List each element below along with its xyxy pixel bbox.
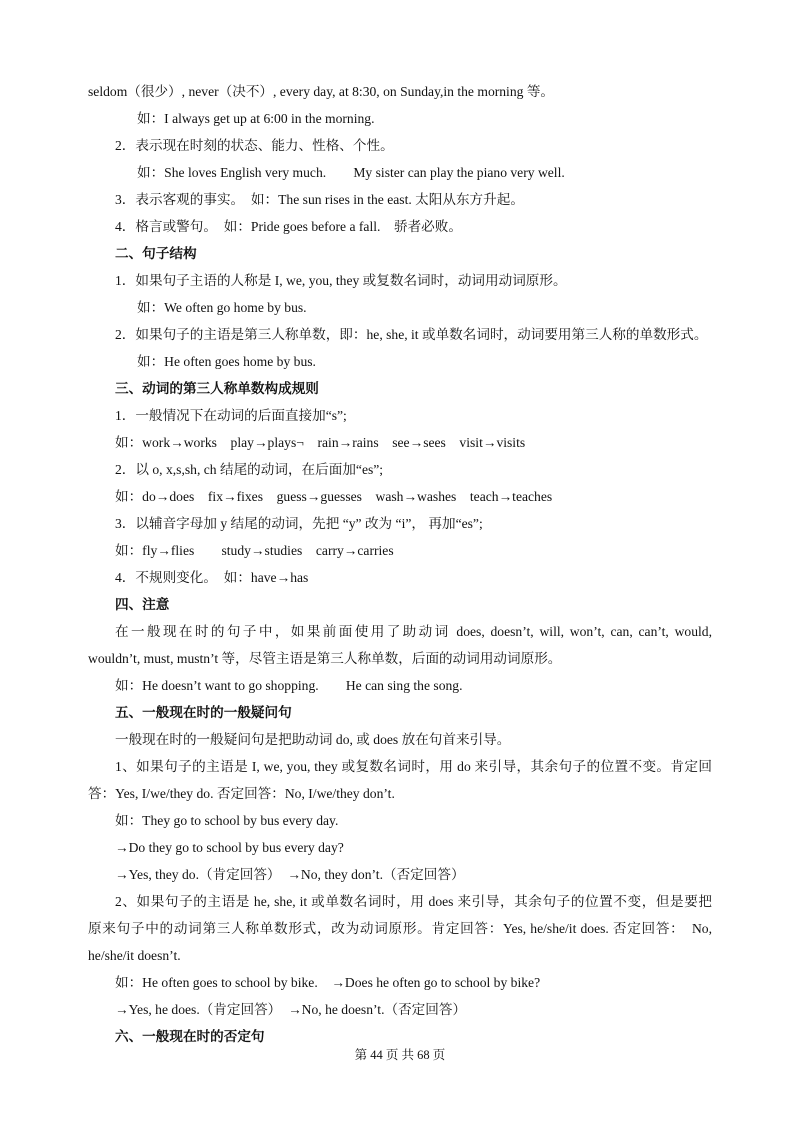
text-line: →Do they go to school by bus every day? [115,840,344,855]
text-line: 如：He often goes to school by bike. →Does he often go to school by bike? [115,975,541,990]
text-line: 4．格言或警句。 如：Pride goes before a fall. 骄者必败。 [115,219,462,234]
text-line: 4．不规则变化。 如：have→has [115,570,309,585]
text-line: 如：do→does fix→fixes guess→guesses wash→washes teach→teaches [115,489,553,504]
text-line: 如：She loves English very much. My sister can play the piano very well. [137,165,565,180]
section-heading: 三、动词的第三人称单数构成规则 [115,381,319,396]
text-line: 如：They go to school by bus every day. [115,813,339,828]
text-line: 2．如果句子的主语是第三人称单数，即：he, she, it 或单数名词时，动词要用第三人称的单数形式。 [115,327,708,342]
text-line: →Yes, they do.（肯定回答） →No, they don’t.（否定回答） [115,867,465,882]
text-line: 2、如果句子的主语是 he, she, it 或单数名词时，用 does 来引导，其余句子的位置不变，但是要把 [115,894,712,909]
text-line: 2．表示现在时刻的状态、能力、性格、个性。 [115,138,394,153]
text-line: seldom（很少）, never（决不）, every day, at 8:30, on Sunday,in the morning 等。 [88,84,555,99]
text-line: 2．以 o, x,s,sh, ch 结尾的动词，在后面加“es”; [115,462,384,477]
text-line: 一般现在时的一般疑问句是把助动词 do, 或 does 放在句首来引导。 [115,732,511,747]
text-line: 1、如果句子的主语是 I, we, you, they 或复数名词时，用 do 来引导，其余句子的位置不变。肯定回 [115,759,712,774]
text-line: 1．如果句子主语的人称是 I, we, you, they 或复数名词时，动词用动词原形。 [115,273,567,288]
text-line: 在一般现在时的句子中，如果前面使用了助动词 does, doesn’t, will, won’t, can, can’t, would, [115,624,712,639]
text-line: 如：He doesn’t want to go shopping. He can sing the song. [115,678,463,693]
text-line: 答：Yes, I/we/they do. 否定回答：No, I/we/they don’t. [88,786,395,801]
text-line: he/she/it doesn’t. [88,948,181,963]
section-heading: 二、句子结构 [115,246,197,261]
text-line: 1．一般情况下在动词的后面直接加“s”; [115,408,347,423]
text-line: 如：fly→flies study→studies carry→carries [115,543,394,558]
text-line: 如：I always get up at 6:00 in the morning. [137,111,375,126]
text-line: 如：work→works play→plays¬ rain→rains see→sees visit→visits [115,435,526,450]
text-line: 如：We often go home by bus. [137,300,307,315]
text-line: →Yes, he does.（肯定回答） →No, he doesn’t.（否定回答） [115,1002,467,1017]
section-heading: 四、注意 [115,597,170,612]
text-line: 如：He often goes home by bus. [137,354,316,369]
text-line: 3．表示客观的事实。 如：The sun rises in the east. 太阳从东方升起。 [115,192,524,207]
page-footer: 第 44 页 共 68 页 [354,1048,446,1062]
text-line: 3．以辅音字母加 y 结尾的动词，先把 “y” 改为 “i”， 再加“es”; [115,516,483,531]
text-line: wouldn’t, must, mustn’t 等，尽管主语是第三人称单数，后面的动词用动词原形。 [88,651,562,666]
section-heading: 六、一般现在时的否定句 [115,1029,265,1044]
section-heading: 五、一般现在时的一般疑问句 [115,705,292,720]
text-line: 原来句子中的动词第三人称单数形式，改为动词原形。肯定回答：Yes, he/she/it does. 否定回答： No, [88,921,712,936]
